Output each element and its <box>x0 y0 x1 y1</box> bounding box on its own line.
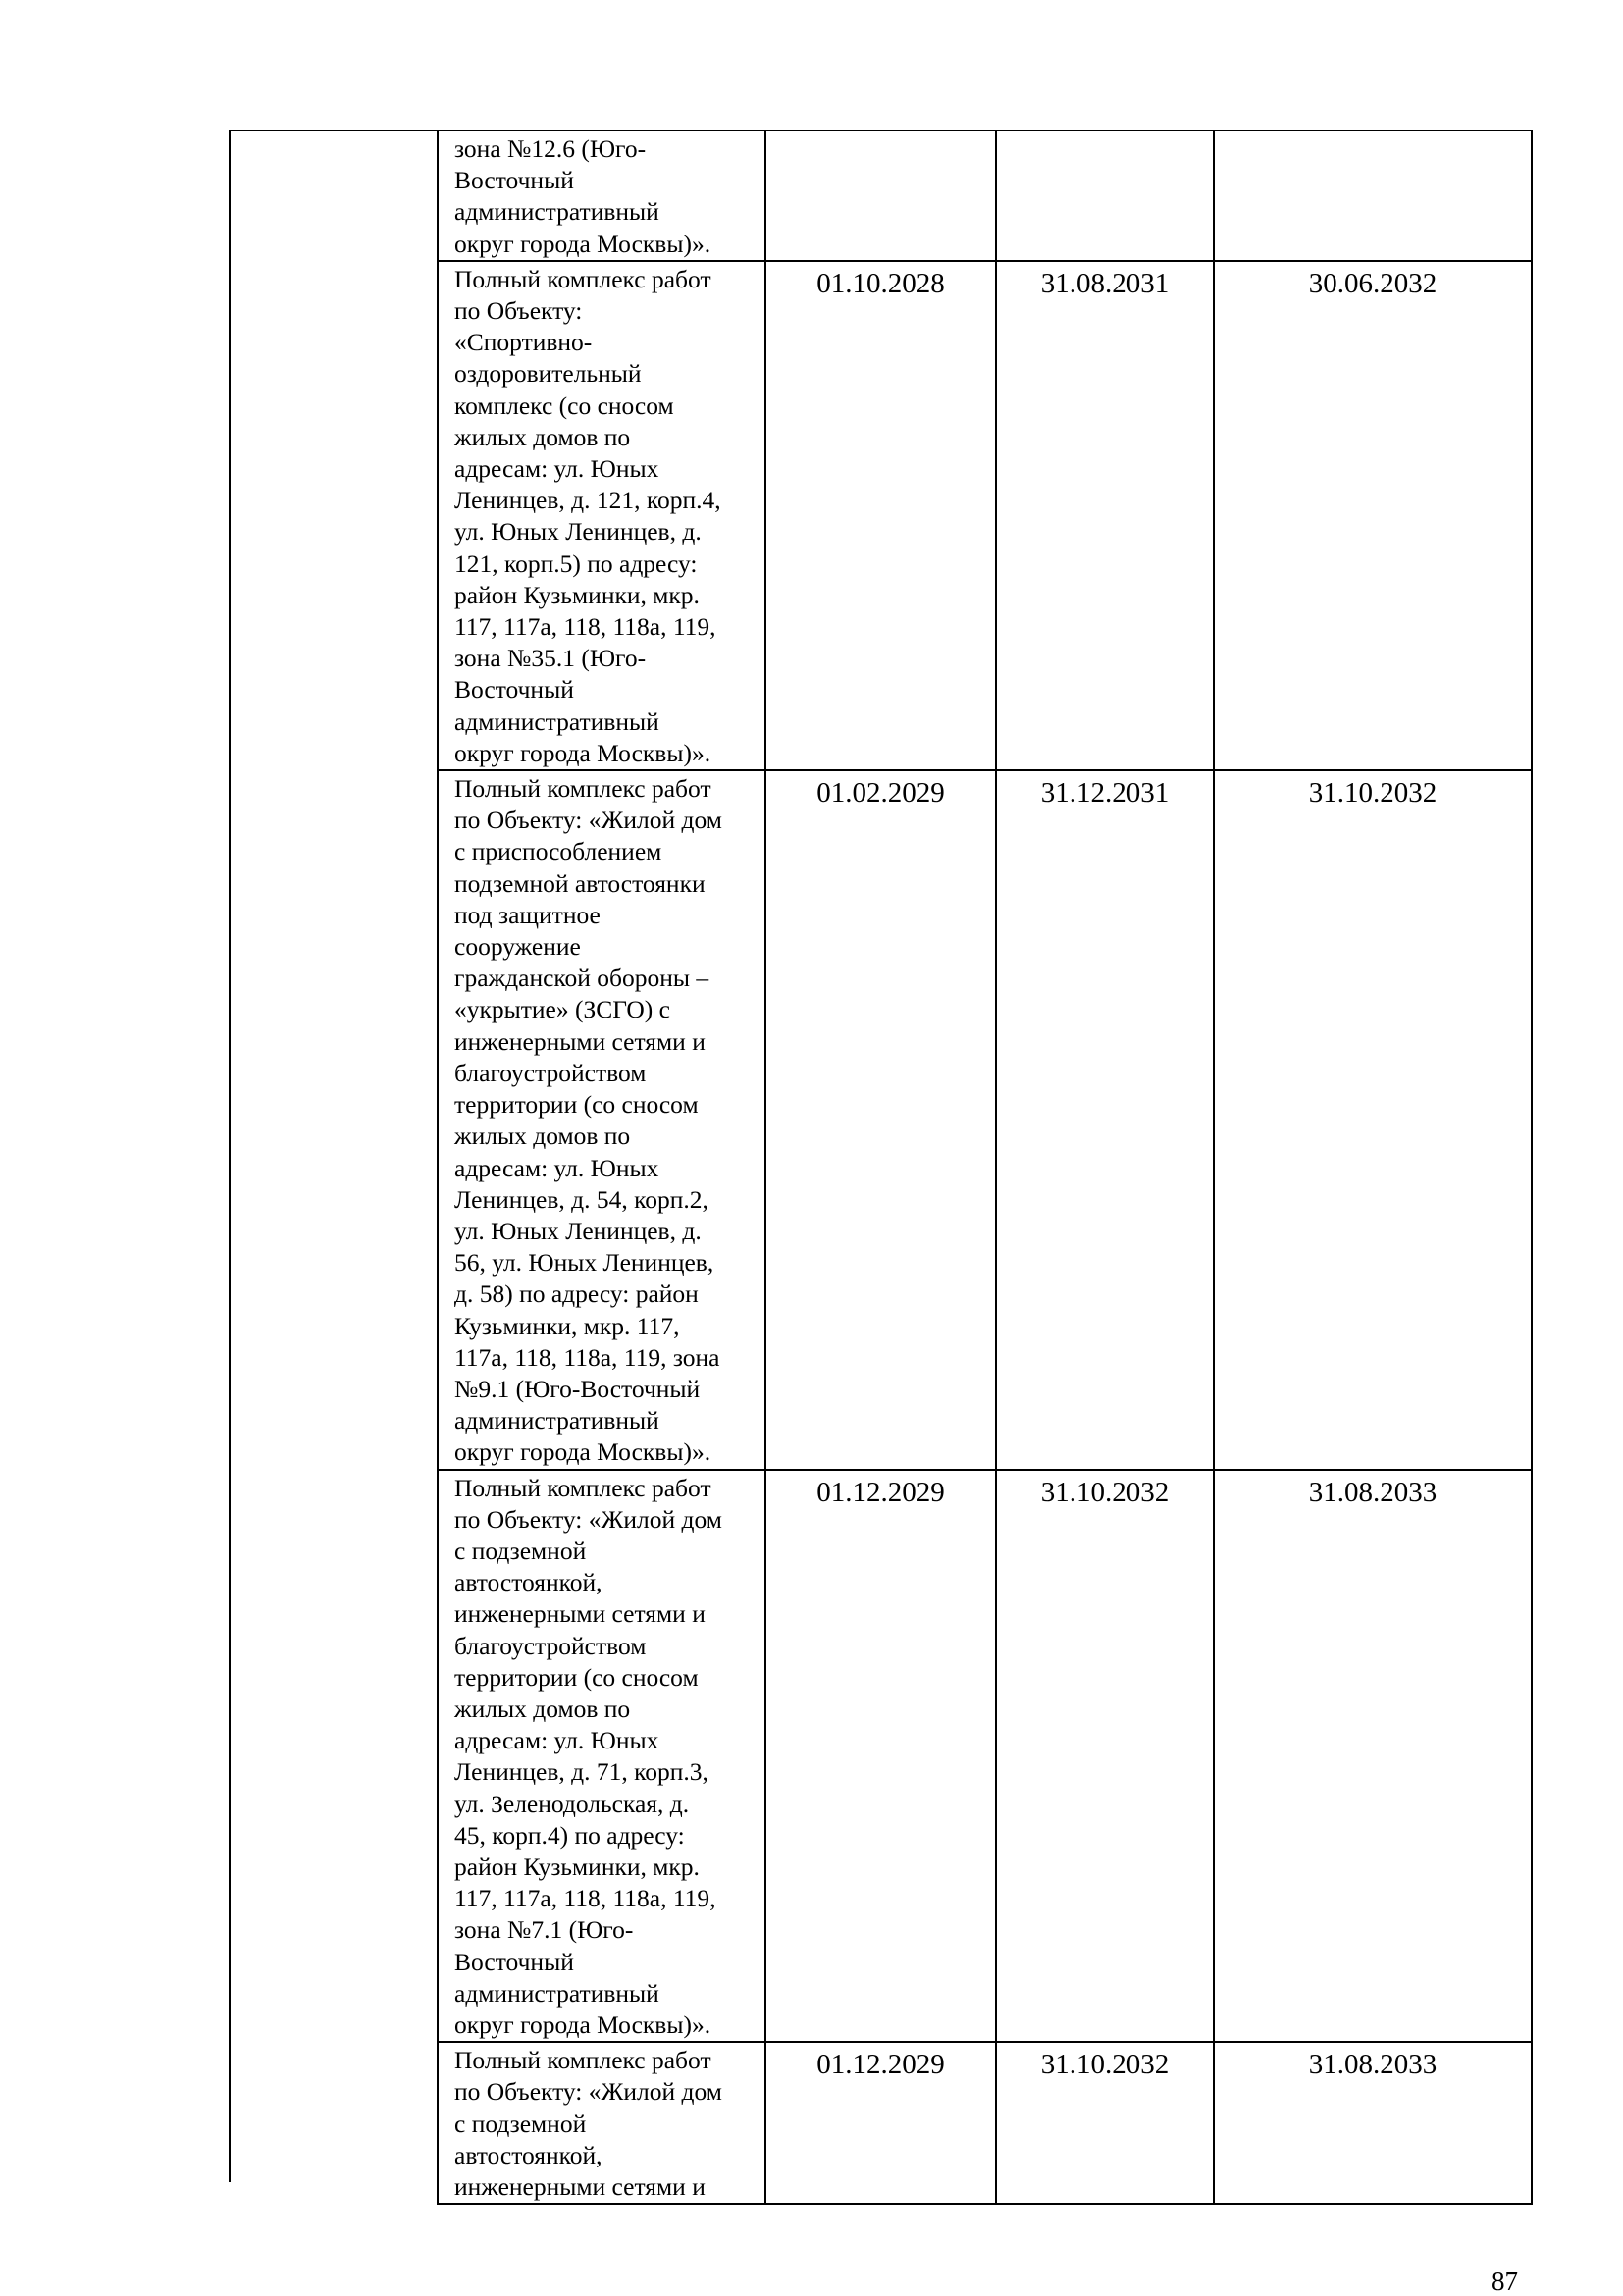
left-blank-column <box>229 130 438 2182</box>
object-description: Полный комплекс работ по Объекту: «Жилой дом с приспособлением подземной автостоянки под защитное сооружение гражданской обороны – «укрытие» (ЗСГО) с инженерными сетями и благоустройством территории (со сносом жилых домов по адресам: ул. Юных Ленинцев, д. 54, корп.2, ул. Юных Ленинцев, д. 56, ул. Юных Ленинцев, д. 58) по адресу: район Кузьминки, мкр. 117, 117а, 118, 118а, 119, зона №9.1 (Юго-Восточный административный округ города Москвы)». <box>454 774 722 1467</box>
table-row <box>438 2042 1532 2204</box>
table-row <box>438 261 1532 770</box>
start-date-cell <box>765 130 996 261</box>
start-date-cell: 01.02.2029 <box>765 770 996 1469</box>
commission-date-cell: 31.08.2033 <box>1214 1470 1532 2043</box>
object-description: зона №12.6 (Юго- Восточный административный округ города Москвы)». <box>454 134 711 258</box>
table-row <box>438 770 1532 1469</box>
start-date-cell: 01.12.2029 <box>765 2042 996 2204</box>
table-row <box>438 130 1532 261</box>
commission-date-cell: 31.08.2033 <box>1214 2042 1532 2204</box>
end-date-cell: 31.10.2032 <box>996 2042 1214 2204</box>
object-description-cell <box>438 770 765 1469</box>
object-description: Полный комплекс работ по Объекту: «Спортивно- оздоровительный комплекс (со сносом жилых домов по адресам: ул. Юных Ленинцев, д. 121, корп.4, ул. Юных Ленинцев, д. 121, корп.5) по адресу: район Кузьминки, мкр. 117, 117а, 118, 118а, 119, зона №35.1 (Юго- Восточный административный округ города Москвы)». <box>454 264 721 767</box>
commission-date-cell <box>1214 130 1532 261</box>
commission-date-cell: 30.06.2032 <box>1214 261 1532 770</box>
object-description-cell <box>438 2042 765 2204</box>
object-description-cell <box>438 130 765 261</box>
table-row <box>438 1470 1532 2043</box>
schedule-table <box>437 130 1533 2205</box>
end-date-cell: 31.08.2031 <box>996 261 1214 770</box>
object-description: Полный комплекс работ по Объекту: «Жилой дом с подземной автостоянкой, инженерными сетями и благоустройством территории (со сносом жилых домов по адресам: ул. Юных Ленинцев, д. 71, корп.3, ул. Зеленодольская, д. 45, корп.4) по адресу: район Кузьминки, мкр. 117, 117а, 118, 118а, 119, зона №7.1 (Юго- Восточный административный округ города Москвы)». <box>454 1473 722 2039</box>
object-description-cell <box>438 1470 765 2043</box>
commission-date-cell: 31.10.2032 <box>1214 770 1532 1469</box>
end-date-cell <box>996 130 1214 261</box>
object-description: Полный комплекс работ по Объекту: «Жилой дом с подземной автостоянкой, инженерными сетями и <box>454 2046 722 2201</box>
start-date-cell: 01.12.2029 <box>765 1470 996 2043</box>
object-description-cell <box>438 261 765 770</box>
end-date-cell: 31.12.2031 <box>996 770 1214 1469</box>
page-number: 87 <box>1492 2267 1518 2296</box>
end-date-cell: 31.10.2032 <box>996 1470 1214 2043</box>
start-date-cell: 01.10.2028 <box>765 261 996 770</box>
